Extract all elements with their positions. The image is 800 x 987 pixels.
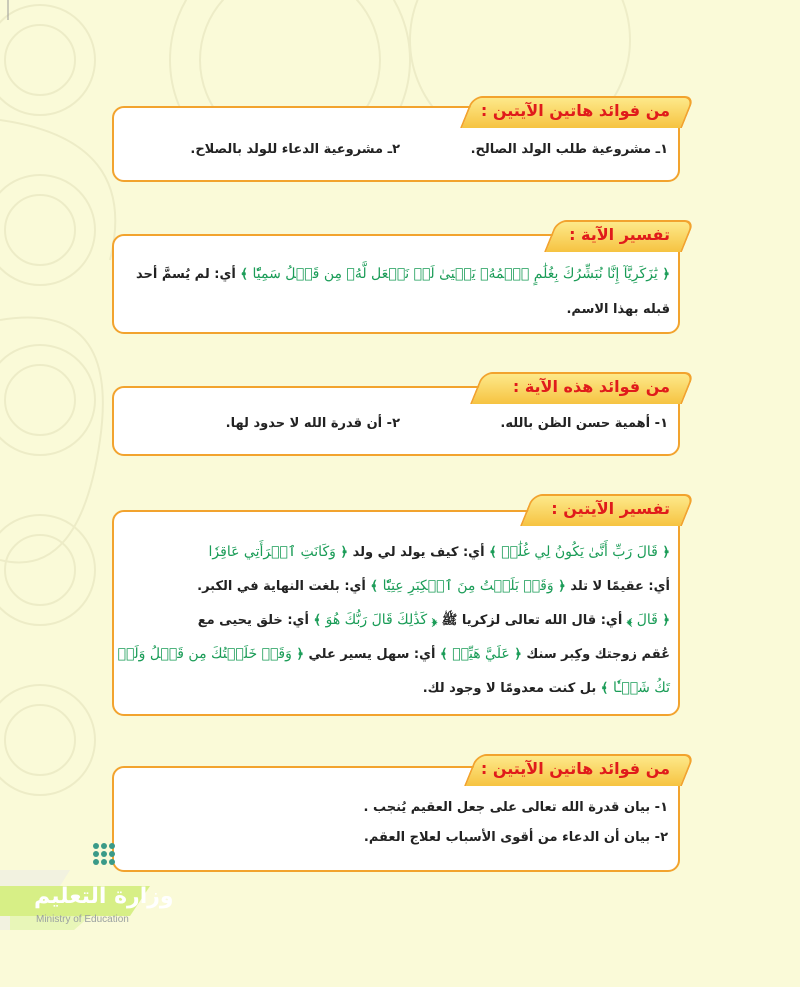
tafsir-line-4 bbox=[122, 578, 670, 594]
quran-close-bracket: ﴾ bbox=[600, 681, 609, 696]
quran-close-bracket: ﴾ bbox=[626, 613, 633, 628]
benefit-item-2: ٢ـ مشروعية الدعاء للولد بالصلاح. bbox=[190, 142, 400, 157]
benefit-item-6: ٢- بيان أن الدعاء من أقوى الأسباب لعلاج العقم. bbox=[363, 830, 668, 845]
quran-close-bracket: ﴾ bbox=[240, 267, 248, 282]
quran-open-bracket: ﴿ bbox=[662, 613, 670, 628]
tafsir-text: أي: كيف يولد لي ولد bbox=[352, 545, 485, 560]
tafsir-text: أي: سهل يسير علي bbox=[308, 647, 436, 662]
quran-open-bracket: ﴿ bbox=[340, 545, 349, 560]
quran-close-bracket: ﴾ bbox=[370, 579, 379, 594]
tafsir-line-5 bbox=[122, 612, 670, 631]
quran-open-bracket: ﴿ bbox=[662, 545, 670, 560]
quran-close-bracket: ﴾ bbox=[313, 613, 322, 628]
quran-verse: قَالَ bbox=[636, 612, 658, 628]
quran-close-bracket: ﴾ bbox=[489, 545, 497, 560]
tafsir-line-7 bbox=[122, 680, 670, 696]
tafsir-text: بل كنت معدومًا لا وجود لك. bbox=[422, 681, 597, 696]
quran-verse: تَكُ شَيۡـٔٗا bbox=[612, 680, 670, 696]
ministry-logo-arabic: وزارة التعليم bbox=[34, 884, 174, 909]
quran-verse: وَقَدۡ خَلَقۡتُكَ مِن قَبۡلُ وَلَمۡ bbox=[117, 646, 292, 662]
benefits-title-2: من فوائد هذه الآية : bbox=[512, 377, 670, 396]
quran-open-bracket: ﴿ bbox=[662, 267, 670, 282]
quran-open-bracket: ﴿ bbox=[514, 647, 522, 662]
tafsir-title-1: تفسير الآية : bbox=[569, 225, 670, 244]
benefit-item-5: ١- بيان قدرة الله تعالى على جعل العقيم يُنجب . bbox=[363, 800, 668, 815]
tafsir-text: أي: بلغت النهاية في الكبر. bbox=[197, 579, 366, 594]
tafsir-line-3 bbox=[122, 544, 670, 560]
benefit-item-4: ٢- أن قدرة الله لا حدود لها. bbox=[225, 416, 400, 431]
quran-verse: قَالَ رَبِّ أَنَّىٰ يَكُونُ لِي غُلَٰمٞ bbox=[501, 544, 658, 560]
tafsir-text: أي: عقيمًا لا تلد bbox=[570, 579, 670, 594]
tafsir-text: أي: قال الله تعالى لزكريا ﷺ bbox=[441, 613, 623, 628]
benefits-title-1: من فوائد هاتين الآيتين : bbox=[480, 101, 670, 120]
tafsir-line-6 bbox=[117, 646, 670, 662]
tafsir-text: أي: خلق يحيى مع bbox=[197, 613, 309, 628]
quran-verse: يَٰزَكَرِيَّآ إِنَّا نُبَشِّرُكَ بِغُلَٰمٍ ٱسۡمُهُۥ يَحۡيَىٰ لَمۡ نَجۡعَل لَّهُۥ مِن قَبۡلُ سَمِيّٗا bbox=[252, 266, 658, 282]
tafsir-title-2: تفسير الآيتين : bbox=[551, 499, 670, 518]
benefit-item-3: ١- أهمية حسن الظن بالله. bbox=[500, 416, 668, 431]
ministry-logo-english: Ministry of Education bbox=[36, 914, 129, 925]
quran-open-bracket: ﴿ bbox=[296, 647, 304, 662]
quran-verse: عَلَيَّ هَيِّنٞ bbox=[452, 646, 510, 662]
benefits-title-3: من فوائد هاتين الآيتين : bbox=[480, 759, 670, 778]
quran-open-bracket: ﴿ bbox=[431, 613, 438, 628]
quran-verse: كَذَٰلِكَ قَالَ رَبُّكَ هُوَ bbox=[325, 612, 428, 628]
benefit-item-1: ١ـ مشروعية طلب الولد الصالح. bbox=[470, 142, 668, 157]
quran-verse: وَقَدۡ بَلَغۡتُ مِنَ ٱلۡكِبَرِ عِتِيّٗا bbox=[382, 578, 554, 594]
tafsir-text: أي: لم يُسمَّ أحد bbox=[135, 267, 236, 282]
tafsir-line-2: قبله بهذا الاسم. bbox=[566, 302, 670, 317]
quran-verse: وَكَانَتِ ٱمۡرَأَتِي عَاقِرٗا bbox=[208, 544, 336, 560]
tafsir-line-1 bbox=[122, 266, 670, 282]
tafsir-text: عُقم زوجتك وكِبر سنك bbox=[526, 647, 670, 662]
quran-close-bracket: ﴾ bbox=[440, 647, 448, 662]
quran-open-bracket: ﴿ bbox=[558, 579, 566, 594]
